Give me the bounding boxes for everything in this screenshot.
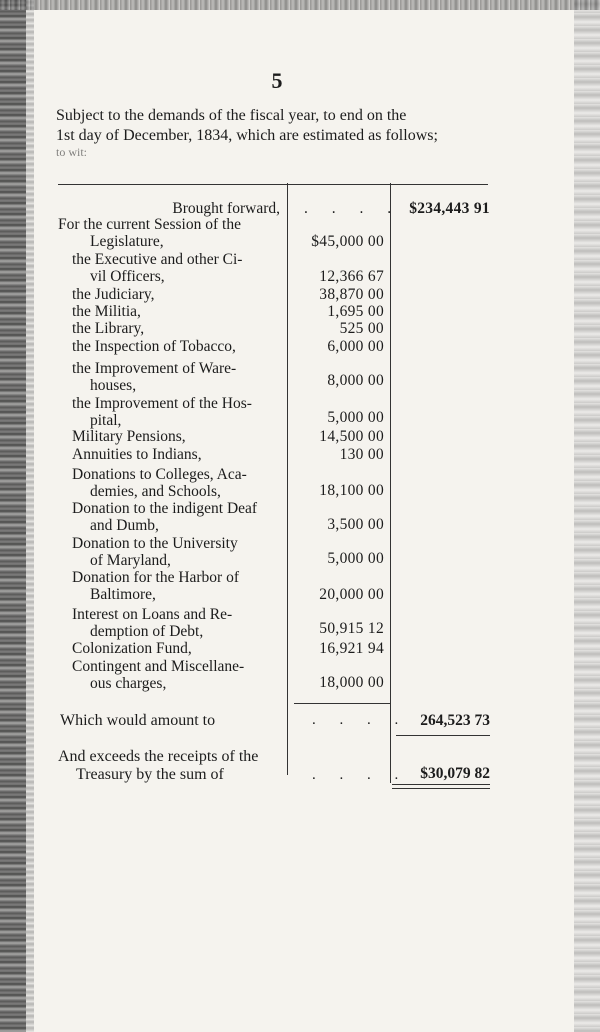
item-label-continued: of Maryland, xyxy=(90,552,171,569)
leader-dots: . . . . xyxy=(304,200,402,217)
item-label-continued: demies, and Schools, xyxy=(90,483,221,500)
exceeds-label xyxy=(58,748,258,784)
item-amount: 5,000 00 xyxy=(327,409,384,426)
intro-paragraph xyxy=(56,106,496,158)
item-label: Donation to the University xyxy=(72,535,238,552)
item-label: the Improvement of the Hos- xyxy=(72,395,252,412)
item-label: Interest on Loans and Re- xyxy=(72,606,233,623)
item-label: the Executive and other Ci- xyxy=(72,251,243,268)
item-label: Colonization Fund, xyxy=(72,640,192,657)
item-amount: 20,000 00 xyxy=(319,586,384,603)
item-label-continued: demption of Debt, xyxy=(90,623,204,640)
intro-line-1: Subject to the demands of the fiscal year, to end on the xyxy=(56,107,407,124)
column-divider-2 xyxy=(390,183,391,783)
item-label: the Library, xyxy=(72,320,145,337)
item-label-continued: pital, xyxy=(90,412,122,429)
item-amount: 525 00 xyxy=(339,320,384,337)
item-amount: 18,000 00 xyxy=(319,674,384,691)
item-label: Donation for the Harbor of xyxy=(72,569,240,586)
item-amount: 16,921 94 xyxy=(319,640,384,657)
which-would-amount-label: Which would amount to xyxy=(60,712,216,729)
brought-forward-label: Brought forward, xyxy=(172,200,280,217)
item-amount: 130 00 xyxy=(339,446,384,463)
page-top-edge xyxy=(0,0,600,10)
which-would-amount-total: 264,523 73 xyxy=(420,712,490,729)
total-sum-rule xyxy=(396,735,490,736)
item-label-continued: ous charges, xyxy=(90,675,167,692)
item-label: Contingent and Miscellane- xyxy=(72,658,245,675)
item-label: the Improvement of Ware- xyxy=(72,360,237,377)
intro-line-3: to wit: xyxy=(56,145,88,159)
item-amount: 18,100 00 xyxy=(319,482,384,499)
item-amount: 5,000 00 xyxy=(327,550,384,567)
item-amount: 50,915 12 xyxy=(319,620,384,637)
which-leader-dots: . . . . xyxy=(312,712,409,728)
item-label: the Judiciary, xyxy=(72,286,155,303)
session-heading: For the current Session of the xyxy=(58,216,241,233)
exceeds-total: $30,079 82 xyxy=(420,765,490,782)
item-amount: $45,000 00 xyxy=(311,233,384,250)
item-label-continued: vil Officers, xyxy=(90,268,165,285)
brought-forward-total: $234,443 91 xyxy=(409,200,490,217)
item-amount: 1,695 00 xyxy=(327,303,384,320)
item-label: Donations to Colleges, Aca- xyxy=(72,466,247,483)
item-label-continued: houses, xyxy=(90,377,137,394)
page-right-edge xyxy=(574,0,600,1032)
final-rule-1 xyxy=(392,784,490,785)
table-top-rule xyxy=(58,184,488,185)
exceeds-line-1: And exceeds the receipts of the xyxy=(58,748,259,765)
page-number: 5 xyxy=(271,68,283,93)
exceeds-leader-dots: . . . . xyxy=(312,767,409,783)
intro-line-2: 1st day of December, 1834, which are estimated as follows; xyxy=(56,127,438,144)
item-amount: 8,000 00 xyxy=(327,372,384,389)
amount-sum-rule xyxy=(294,703,390,704)
item-label: the Inspection of Tobacco, xyxy=(72,338,236,355)
page-binding-shadow xyxy=(26,0,34,1032)
item-label: Donation to the indigent Deaf xyxy=(72,500,258,517)
item-label-continued: Baltimore, xyxy=(90,586,156,603)
item-label: Military Pensions, xyxy=(72,428,186,445)
item-amount: 6,000 00 xyxy=(327,338,384,355)
item-label-continued: and Dumb, xyxy=(90,517,159,534)
item-amount: 14,500 00 xyxy=(319,428,384,445)
item-label-continued: Legislature, xyxy=(90,233,164,250)
item-amount: 12,366 67 xyxy=(319,268,384,285)
item-label: the Militia, xyxy=(72,303,141,320)
item-label: Annuities to Indians, xyxy=(72,446,202,463)
page-binding-edge xyxy=(0,0,26,1032)
exceeds-line-2: Treasury by the sum of xyxy=(76,766,224,783)
item-amount: 38,870 00 xyxy=(319,286,384,303)
final-rule-2 xyxy=(392,788,490,789)
item-amount: 3,500 00 xyxy=(327,516,384,533)
